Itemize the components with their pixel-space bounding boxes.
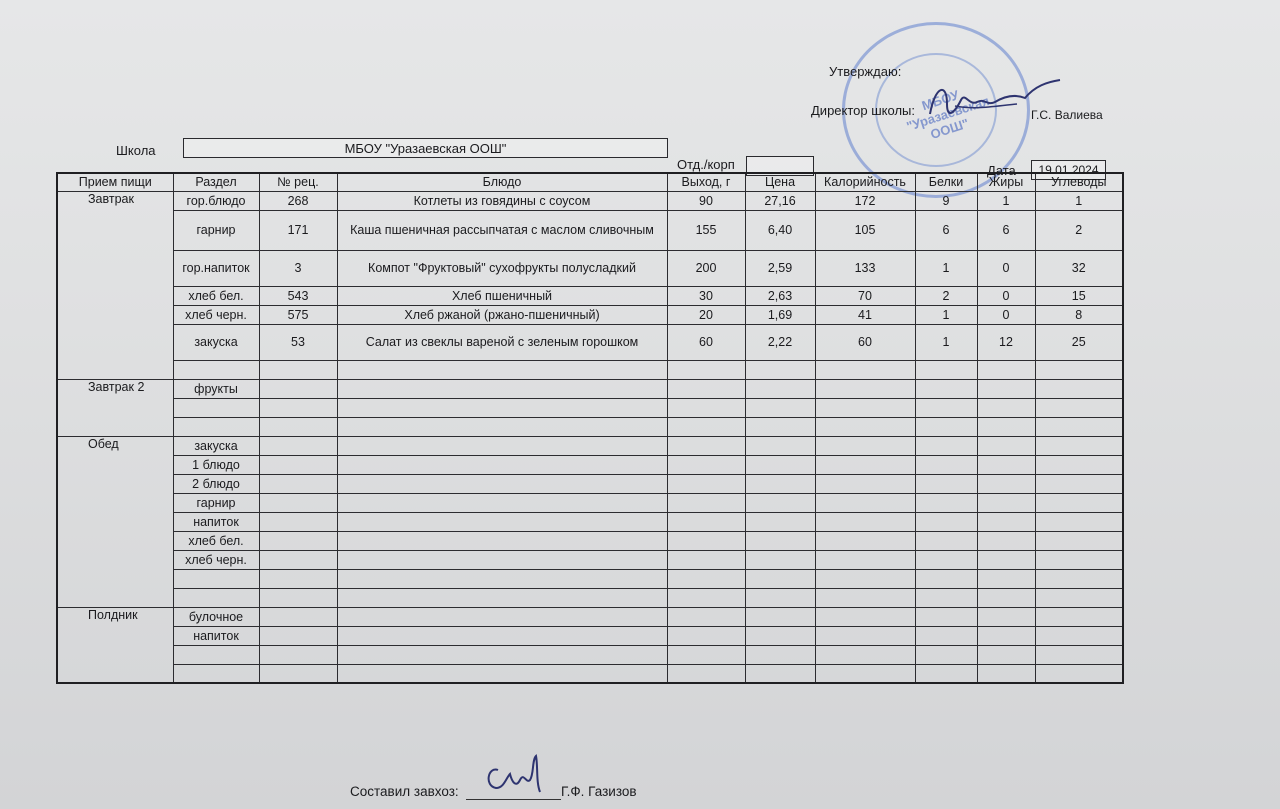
price-cell bbox=[745, 626, 815, 645]
table-row bbox=[57, 379, 1123, 398]
protein-cell bbox=[915, 531, 977, 550]
meal-cell bbox=[57, 531, 173, 550]
date-label: Дата bbox=[987, 163, 1016, 178]
protein-cell: 6 bbox=[915, 210, 977, 250]
price-cell bbox=[745, 645, 815, 664]
fat-cell: 12 bbox=[977, 324, 1035, 360]
table-row bbox=[57, 324, 1123, 360]
compiled-name: Г.Ф. Газизов bbox=[561, 784, 637, 799]
protein-cell bbox=[915, 645, 977, 664]
dish-cell bbox=[337, 569, 667, 588]
calories-cell bbox=[815, 417, 915, 436]
director-signature bbox=[925, 76, 1065, 126]
yield-cell bbox=[667, 512, 745, 531]
table-row bbox=[57, 360, 1123, 379]
recipe-cell bbox=[259, 531, 337, 550]
dish-cell bbox=[337, 436, 667, 455]
meal-cell bbox=[57, 250, 173, 286]
meal-cell bbox=[57, 305, 173, 324]
carbs-cell bbox=[1035, 360, 1123, 379]
yield-cell bbox=[667, 607, 745, 626]
column-header: Жиры bbox=[977, 173, 1035, 191]
meal-cell bbox=[57, 588, 173, 607]
director-name: Г.С. Валиева bbox=[1031, 108, 1103, 122]
section-cell: напиток bbox=[173, 512, 259, 531]
price-cell bbox=[745, 569, 815, 588]
section-cell bbox=[173, 417, 259, 436]
carbs-cell bbox=[1035, 512, 1123, 531]
meal-cell bbox=[57, 210, 173, 250]
date-field: 19.01.2024 bbox=[1031, 160, 1106, 180]
dish-cell bbox=[337, 474, 667, 493]
fat-cell bbox=[977, 607, 1035, 626]
protein-cell bbox=[915, 569, 977, 588]
dish-cell bbox=[337, 588, 667, 607]
carbs-cell: 15 bbox=[1035, 286, 1123, 305]
table-row bbox=[57, 588, 1123, 607]
protein-cell bbox=[915, 398, 977, 417]
protein-cell bbox=[915, 493, 977, 512]
section-cell bbox=[173, 360, 259, 379]
calories-cell bbox=[815, 626, 915, 645]
carbs-cell bbox=[1035, 645, 1123, 664]
yield-cell bbox=[667, 417, 745, 436]
carbs-cell: 8 bbox=[1035, 305, 1123, 324]
price-cell bbox=[745, 550, 815, 569]
recipe-cell: 543 bbox=[259, 286, 337, 305]
recipe-cell: 3 bbox=[259, 250, 337, 286]
protein-cell bbox=[915, 607, 977, 626]
table-row bbox=[57, 569, 1123, 588]
dish-cell bbox=[337, 455, 667, 474]
price-cell: 2,59 bbox=[745, 250, 815, 286]
recipe-cell bbox=[259, 645, 337, 664]
yield-cell: 60 bbox=[667, 324, 745, 360]
stamp-text: МБОУ "Уразаевская ООШ" bbox=[904, 87, 992, 142]
carbs-cell bbox=[1035, 550, 1123, 569]
table-row bbox=[57, 512, 1123, 531]
yield-cell bbox=[667, 664, 745, 683]
price-cell bbox=[745, 531, 815, 550]
yield-cell bbox=[667, 455, 745, 474]
carbs-cell bbox=[1035, 607, 1123, 626]
carbs-cell: 32 bbox=[1035, 250, 1123, 286]
fat-cell bbox=[977, 379, 1035, 398]
section-cell: гарнир bbox=[173, 493, 259, 512]
director-label: Директор школы: bbox=[811, 103, 915, 118]
table-row bbox=[57, 210, 1123, 250]
yield-cell: 30 bbox=[667, 286, 745, 305]
fat-cell bbox=[977, 398, 1035, 417]
table-row bbox=[57, 191, 1123, 210]
protein-cell bbox=[915, 455, 977, 474]
yield-cell bbox=[667, 493, 745, 512]
column-header: Калорийность bbox=[815, 173, 915, 191]
calories-cell: 133 bbox=[815, 250, 915, 286]
dish-cell bbox=[337, 512, 667, 531]
table-row bbox=[57, 626, 1123, 645]
calories-cell bbox=[815, 550, 915, 569]
column-header: Прием пищи bbox=[57, 173, 173, 191]
protein-cell: 9 bbox=[915, 191, 977, 210]
carbs-cell bbox=[1035, 626, 1123, 645]
fat-cell: 0 bbox=[977, 286, 1035, 305]
fat-cell bbox=[977, 664, 1035, 683]
recipe-cell bbox=[259, 436, 337, 455]
carbs-cell: 1 bbox=[1035, 191, 1123, 210]
section-cell: гор.блюдо bbox=[173, 191, 259, 210]
table-row bbox=[57, 607, 1123, 626]
section-cell: гарнир bbox=[173, 210, 259, 250]
price-cell bbox=[745, 455, 815, 474]
meal-cell bbox=[57, 398, 173, 417]
section-cell: фрукты bbox=[173, 379, 259, 398]
yield-cell bbox=[667, 379, 745, 398]
recipe-cell: 171 bbox=[259, 210, 337, 250]
fat-cell: 6 bbox=[977, 210, 1035, 250]
meal-cell: Завтрак 2 bbox=[57, 379, 173, 398]
table-row bbox=[57, 664, 1123, 683]
fat-cell bbox=[977, 645, 1035, 664]
table-row bbox=[57, 493, 1123, 512]
school-field: МБОУ "Уразаевская ООШ" bbox=[183, 138, 668, 158]
meal-cell bbox=[57, 417, 173, 436]
price-cell bbox=[745, 474, 815, 493]
price-cell bbox=[745, 379, 815, 398]
calories-cell bbox=[815, 493, 915, 512]
carbs-cell bbox=[1035, 664, 1123, 683]
protein-cell bbox=[915, 664, 977, 683]
meal-cell bbox=[57, 360, 173, 379]
calories-cell: 70 bbox=[815, 286, 915, 305]
dish-cell bbox=[337, 607, 667, 626]
meal-cell bbox=[57, 645, 173, 664]
price-cell: 27,16 bbox=[745, 191, 815, 210]
section-cell: закуска bbox=[173, 436, 259, 455]
table-row bbox=[57, 455, 1123, 474]
carbs-cell bbox=[1035, 531, 1123, 550]
calories-cell bbox=[815, 588, 915, 607]
calories-cell: 105 bbox=[815, 210, 915, 250]
yield-cell: 20 bbox=[667, 305, 745, 324]
carbs-cell bbox=[1035, 436, 1123, 455]
table-row bbox=[57, 474, 1123, 493]
fat-cell bbox=[977, 455, 1035, 474]
price-cell: 2,22 bbox=[745, 324, 815, 360]
meal-cell: Полдник bbox=[57, 607, 173, 626]
recipe-cell bbox=[259, 550, 337, 569]
section-cell bbox=[173, 569, 259, 588]
dish-cell: Котлеты из говядины с соусом bbox=[337, 191, 667, 210]
column-header: Углеводы bbox=[1035, 173, 1123, 191]
section-cell bbox=[173, 664, 259, 683]
dish-cell: Хлеб пшеничный bbox=[337, 286, 667, 305]
calories-cell bbox=[815, 436, 915, 455]
protein-cell bbox=[915, 417, 977, 436]
protein-cell bbox=[915, 512, 977, 531]
meal-cell bbox=[57, 474, 173, 493]
price-cell: 1,69 bbox=[745, 305, 815, 324]
recipe-cell bbox=[259, 360, 337, 379]
meal-cell bbox=[57, 626, 173, 645]
fat-cell: 1 bbox=[977, 191, 1035, 210]
calories-cell: 60 bbox=[815, 324, 915, 360]
recipe-cell bbox=[259, 417, 337, 436]
yield-cell: 90 bbox=[667, 191, 745, 210]
protein-cell: 2 bbox=[915, 286, 977, 305]
section-cell: гор.напиток bbox=[173, 250, 259, 286]
protein-cell: 1 bbox=[915, 324, 977, 360]
section-cell: хлеб бел. bbox=[173, 531, 259, 550]
recipe-cell bbox=[259, 607, 337, 626]
table-row bbox=[57, 436, 1123, 455]
calories-cell bbox=[815, 398, 915, 417]
fat-cell bbox=[977, 417, 1035, 436]
yield-cell bbox=[667, 588, 745, 607]
calories-cell bbox=[815, 455, 915, 474]
protein-cell bbox=[915, 474, 977, 493]
price-cell bbox=[745, 417, 815, 436]
meal-cell bbox=[57, 324, 173, 360]
meal-cell bbox=[57, 569, 173, 588]
section-cell: закуска bbox=[173, 324, 259, 360]
carbs-cell bbox=[1035, 474, 1123, 493]
price-cell: 6,40 bbox=[745, 210, 815, 250]
column-header: Блюдо bbox=[337, 173, 667, 191]
yield-cell bbox=[667, 398, 745, 417]
recipe-cell bbox=[259, 512, 337, 531]
carbs-cell: 25 bbox=[1035, 324, 1123, 360]
calories-cell bbox=[815, 607, 915, 626]
calories-cell bbox=[815, 512, 915, 531]
dish-cell bbox=[337, 379, 667, 398]
yield-cell bbox=[667, 474, 745, 493]
calories-cell: 41 bbox=[815, 305, 915, 324]
recipe-cell bbox=[259, 474, 337, 493]
recipe-cell: 53 bbox=[259, 324, 337, 360]
recipe-cell bbox=[259, 455, 337, 474]
protein-cell bbox=[915, 436, 977, 455]
column-header: Цена bbox=[745, 173, 815, 191]
meal-cell bbox=[57, 512, 173, 531]
section-cell: булочное bbox=[173, 607, 259, 626]
protein-cell bbox=[915, 550, 977, 569]
fat-cell bbox=[977, 588, 1035, 607]
compiled-label: Составил завхоз: bbox=[350, 784, 459, 799]
protein-cell: 1 bbox=[915, 305, 977, 324]
dish-cell: Хлеб ржаной (ржано-пшеничный) bbox=[337, 305, 667, 324]
dish-cell bbox=[337, 550, 667, 569]
calories-cell bbox=[815, 569, 915, 588]
fat-cell: 0 bbox=[977, 305, 1035, 324]
dish-cell bbox=[337, 664, 667, 683]
section-cell: напиток bbox=[173, 626, 259, 645]
school-label: Школа bbox=[116, 143, 156, 158]
section-cell: хлеб черн. bbox=[173, 305, 259, 324]
table-row bbox=[57, 645, 1123, 664]
fat-cell bbox=[977, 569, 1035, 588]
price-cell bbox=[745, 398, 815, 417]
dish-cell bbox=[337, 531, 667, 550]
table-row bbox=[57, 286, 1123, 305]
yield-cell: 155 bbox=[667, 210, 745, 250]
dish-cell: Каша пшеничная рассыпчатая с маслом сливочным bbox=[337, 210, 667, 250]
column-header: Белки bbox=[915, 173, 977, 191]
section-cell bbox=[173, 588, 259, 607]
protein-cell bbox=[915, 379, 977, 398]
dish-cell bbox=[337, 645, 667, 664]
section-cell: хлеб черн. bbox=[173, 550, 259, 569]
price-cell bbox=[745, 607, 815, 626]
calories-cell bbox=[815, 531, 915, 550]
meal-cell bbox=[57, 550, 173, 569]
meal-cell bbox=[57, 664, 173, 683]
table-row bbox=[57, 398, 1123, 417]
column-header: Выход, г bbox=[667, 173, 745, 191]
recipe-cell bbox=[259, 493, 337, 512]
carbs-cell bbox=[1035, 569, 1123, 588]
dish-cell bbox=[337, 626, 667, 645]
fat-cell bbox=[977, 493, 1035, 512]
compiled-signature bbox=[480, 752, 550, 802]
calories-cell bbox=[815, 664, 915, 683]
dish-cell: Салат из свеклы вареной с зеленым горошком bbox=[337, 324, 667, 360]
price-cell bbox=[745, 360, 815, 379]
calories-cell bbox=[815, 645, 915, 664]
recipe-cell: 268 bbox=[259, 191, 337, 210]
fat-cell bbox=[977, 626, 1035, 645]
carbs-cell bbox=[1035, 455, 1123, 474]
price-cell bbox=[745, 588, 815, 607]
yield-cell bbox=[667, 626, 745, 645]
meal-cell bbox=[57, 455, 173, 474]
meal-cell bbox=[57, 286, 173, 305]
price-cell: 2,63 bbox=[745, 286, 815, 305]
recipe-cell bbox=[259, 379, 337, 398]
yield-cell bbox=[667, 531, 745, 550]
calories-cell bbox=[815, 474, 915, 493]
yield-cell bbox=[667, 645, 745, 664]
yield-cell: 200 bbox=[667, 250, 745, 286]
table-header-row bbox=[57, 173, 1123, 191]
table-row bbox=[57, 531, 1123, 550]
dish-cell bbox=[337, 360, 667, 379]
protein-cell: 1 bbox=[915, 250, 977, 286]
carbs-cell bbox=[1035, 379, 1123, 398]
recipe-cell bbox=[259, 398, 337, 417]
carbs-cell bbox=[1035, 398, 1123, 417]
carbs-cell: 2 bbox=[1035, 210, 1123, 250]
price-cell bbox=[745, 664, 815, 683]
carbs-cell bbox=[1035, 588, 1123, 607]
dish-cell bbox=[337, 417, 667, 436]
yield-cell bbox=[667, 436, 745, 455]
fat-cell: 0 bbox=[977, 250, 1035, 286]
section-cell: 2 блюдо bbox=[173, 474, 259, 493]
yield-cell bbox=[667, 550, 745, 569]
carbs-cell bbox=[1035, 493, 1123, 512]
dept-label: Отд./корп bbox=[677, 157, 735, 172]
recipe-cell bbox=[259, 626, 337, 645]
fat-cell bbox=[977, 531, 1035, 550]
column-header: Раздел bbox=[173, 173, 259, 191]
recipe-cell bbox=[259, 569, 337, 588]
table-row bbox=[57, 305, 1123, 324]
section-cell bbox=[173, 398, 259, 417]
column-header: № рец. bbox=[259, 173, 337, 191]
table-row bbox=[57, 550, 1123, 569]
fat-cell bbox=[977, 512, 1035, 531]
fat-cell bbox=[977, 474, 1035, 493]
carbs-cell bbox=[1035, 417, 1123, 436]
fat-cell bbox=[977, 360, 1035, 379]
section-cell bbox=[173, 645, 259, 664]
protein-cell bbox=[915, 626, 977, 645]
protein-cell bbox=[915, 588, 977, 607]
table-row bbox=[57, 417, 1123, 436]
fat-cell bbox=[977, 436, 1035, 455]
meal-cell: Обед bbox=[57, 436, 173, 455]
yield-cell bbox=[667, 569, 745, 588]
recipe-cell bbox=[259, 664, 337, 683]
meal-cell: Завтрак bbox=[57, 191, 173, 210]
yield-cell bbox=[667, 360, 745, 379]
fat-cell bbox=[977, 550, 1035, 569]
approve-label: Утверждаю: bbox=[829, 64, 902, 79]
price-cell bbox=[745, 436, 815, 455]
meal-cell bbox=[57, 493, 173, 512]
section-cell: хлеб бел. bbox=[173, 286, 259, 305]
calories-cell bbox=[815, 360, 915, 379]
recipe-cell bbox=[259, 588, 337, 607]
dish-cell bbox=[337, 398, 667, 417]
price-cell bbox=[745, 512, 815, 531]
section-cell: 1 блюдо bbox=[173, 455, 259, 474]
menu-table bbox=[56, 172, 1124, 684]
table-row bbox=[57, 250, 1123, 286]
dish-cell: Компот "Фруктовый" сухофрукты полусладкий bbox=[337, 250, 667, 286]
recipe-cell: 575 bbox=[259, 305, 337, 324]
protein-cell bbox=[915, 360, 977, 379]
price-cell bbox=[745, 493, 815, 512]
calories-cell bbox=[815, 379, 915, 398]
dish-cell bbox=[337, 493, 667, 512]
calories-cell: 172 bbox=[815, 191, 915, 210]
